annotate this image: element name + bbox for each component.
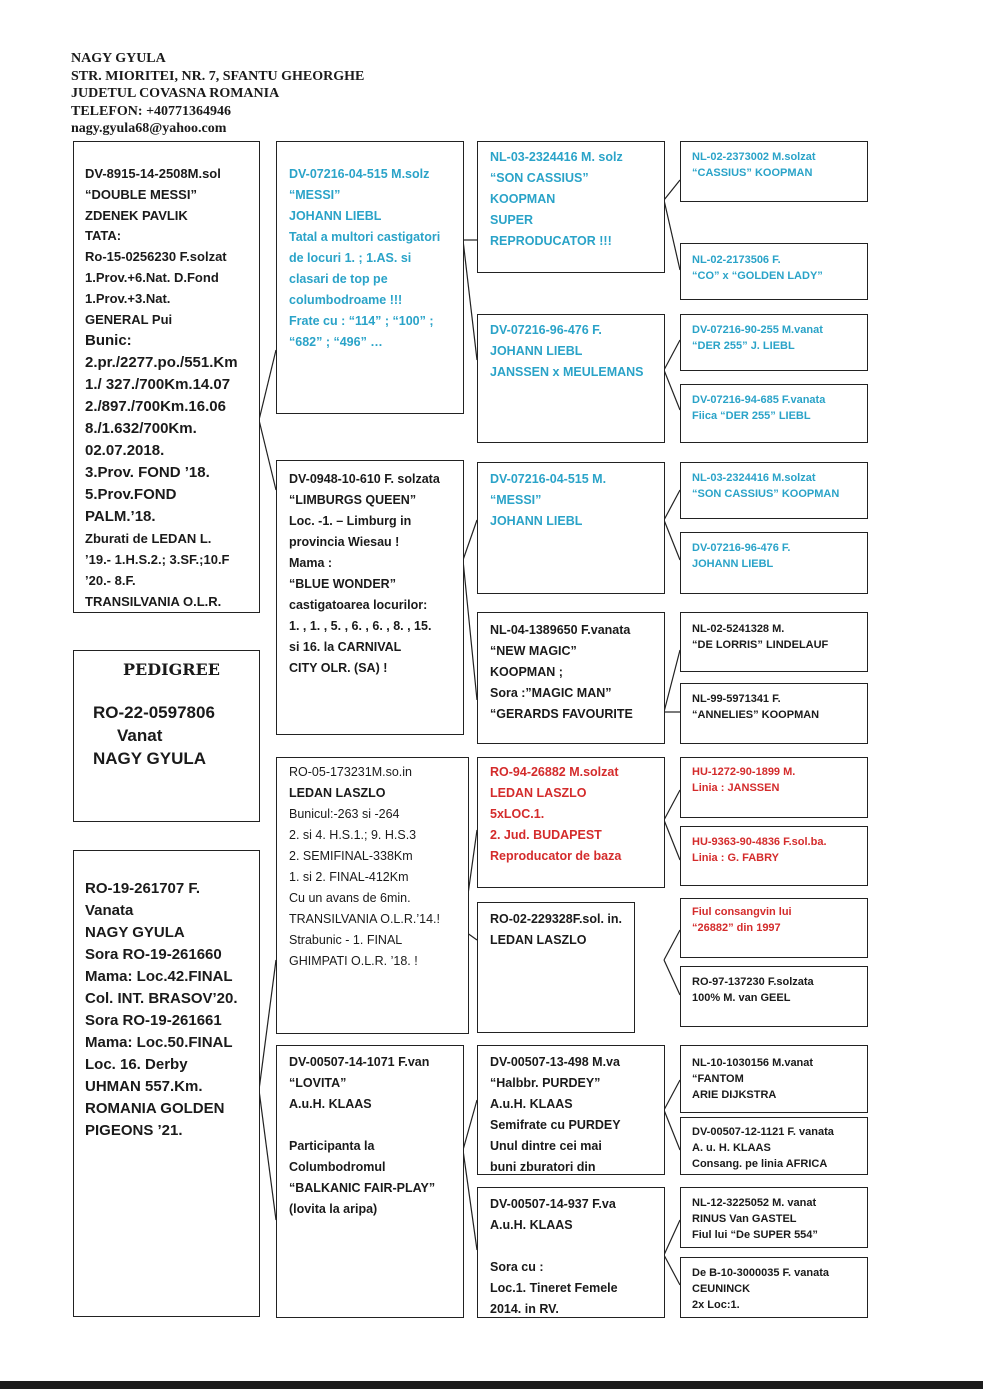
gen3-line: DV-07216-96-476 F.	[490, 323, 602, 337]
gen2-line: de locuri 1. ; 1.AS. si	[289, 251, 412, 265]
gen4-line: Fiica “DER 255” LIEBL	[692, 410, 811, 422]
gen2-line: A.u.H. KLAAS	[289, 1097, 372, 1111]
sire-line: GENERAL Pui	[85, 311, 173, 327]
dam-line: Vanata	[85, 902, 134, 919]
gen3-line: Sora :”MAGIC MAN”	[490, 686, 612, 700]
gen3-line: 5xLOC.1.	[490, 807, 545, 821]
gen4-line: “DER 255” J. LIEBL	[692, 340, 795, 352]
gen4-text-16	[692, 1265, 829, 1313]
gen3-text-2	[490, 320, 644, 383]
gen3-line: A.u.H. KLAAS	[490, 1218, 573, 1232]
gen4-line: NL-02-5241328 M.	[692, 623, 785, 635]
gen2-line: DV-07216-04-515 M.solz	[289, 167, 430, 181]
gen3-line: DV-00507-14-937 F.va	[490, 1197, 616, 1211]
gen2-line: 2. si 4. H.S.1.; 9. H.S.3	[289, 828, 417, 842]
gen2-line: Mama :	[289, 556, 333, 570]
gen2-line: provincia Wiesau !	[289, 535, 400, 549]
gen3-line: “MESSI”	[490, 493, 542, 507]
gen4-line: 2x Loc:1.	[692, 1299, 740, 1311]
dam-line: Loc. 16. Derby	[85, 1056, 188, 1073]
pedigree-sex: Vanat	[117, 726, 163, 745]
sire-line: 2.pr./2277.po./551.Km	[85, 354, 238, 372]
gen4-line: RINUS Van GASTEL	[692, 1213, 797, 1225]
gen4-line: “DE LORRIS” LINDELAUF	[692, 639, 829, 651]
gen2-line: castigatoarea locurilor:	[289, 598, 428, 612]
gen2-line: Cu un avans de 6min.	[289, 891, 411, 905]
gen3-line: Semifrate cu PURDEY	[490, 1118, 621, 1132]
sire-text	[85, 164, 238, 612]
gen2-line: Tatal a multori castigatori	[289, 230, 441, 244]
gen3-line: REPRODUCATOR !!!	[490, 234, 612, 248]
sire-line: Bunic:	[85, 332, 132, 350]
gen2-line: “BLUE WONDER”	[289, 577, 396, 591]
gen2-text-4	[289, 1052, 435, 1220]
sire-line: Ro-15-0256230 F.solzat	[85, 249, 227, 265]
gen3-text-1	[490, 147, 623, 252]
gen2-line: clasari de top pe	[289, 272, 388, 286]
sire-line: Zburati de LEDAN L.	[85, 531, 212, 547]
gen4-text-15	[692, 1195, 818, 1243]
owner-phone: TELEFON: +40771364946	[71, 103, 232, 119]
gen3-line: “Halbbr. PURDEY”	[490, 1076, 601, 1090]
sire-line: TATA:	[85, 228, 122, 244]
gen3-line: DV-07216-04-515 M.	[490, 472, 607, 486]
gen3-line: JANSSEN x MEULEMANS	[490, 365, 644, 379]
gen2-line: “LIMBURGS QUEEN”	[289, 493, 417, 507]
gen2-line: 1. si 2. FINAL-412Km	[289, 870, 409, 884]
gen4-line: A. u. H. KLAAS	[692, 1142, 771, 1154]
sire-line: 02.07.2018.	[85, 442, 165, 460]
gen4-line: NL-02-2173506 F.	[692, 254, 781, 266]
gen2-line: 1. , 1. , 5. , 6. , 6. , 8. , 15.	[289, 619, 432, 633]
gen4-line: RO-97-137230 F.solzata	[692, 976, 814, 988]
gen4-text-4	[692, 392, 825, 424]
gen4-line: “ANNELIES” KOOPMAN	[692, 709, 820, 721]
gen4-text-12	[692, 974, 814, 1006]
gen2-line: CITY OLR. (SA) !	[289, 661, 388, 675]
gen3-line: LEDAN LASZLO	[490, 786, 587, 800]
dam-line: ROMANIA GOLDEN	[85, 1100, 225, 1117]
gen4-text-5	[692, 470, 839, 502]
gen3-text-6	[490, 909, 622, 951]
gen3-text-7	[490, 1052, 621, 1175]
sire-line: 1./ 327./700Km.14.07	[85, 376, 231, 394]
gen4-text-3	[692, 322, 823, 354]
dam-line: Mama: Loc.42.FINAL	[85, 968, 233, 985]
gen4-line: DV-00507-12-1121 F. vanata	[692, 1126, 834, 1138]
gen2-line: “682” ; “496” …	[289, 335, 383, 349]
gen2-line: “BALKANIC FAIR-PLAY”	[289, 1181, 436, 1195]
gen2-line: Strabunic - 1. FINAL	[289, 933, 403, 947]
bottom-border-bar	[0, 1381, 983, 1389]
gen3-line	[490, 1236, 618, 1257]
gen2-line: Participanta la	[289, 1139, 375, 1153]
gen2-text-3	[289, 762, 440, 972]
gen3-text-3	[490, 469, 606, 532]
gen3-line: JOHANN LIEBL	[490, 344, 583, 358]
owner-name: NAGY GYULA	[71, 51, 166, 66]
pedigree-ring-number: RO-22-0597806	[93, 703, 215, 722]
gen3-line: “GERARDS FAVOURITE	[490, 707, 633, 721]
gen2-line: 2. SEMIFINAL-338Km	[289, 849, 413, 863]
dam-line: UHMAN 557.Km.	[85, 1078, 203, 1095]
gen2-line: TRANSILVANIA O.L.R.’14.!	[289, 912, 440, 926]
gen3-line: “SON CASSIUS”	[490, 171, 589, 185]
gen3-line: RO-02-229328F.sol. in.	[490, 912, 623, 926]
gen4-line: Fiul lui “De SUPER 554”	[692, 1229, 818, 1241]
gen3-line: Reproducator de baza	[490, 849, 622, 863]
gen4-text-7	[692, 621, 828, 653]
gen3-line: SUPER	[490, 213, 534, 227]
sire-line: ZDENEK PAVLIK	[85, 207, 188, 223]
dam-line: Mama: Loc.50.FINAL	[85, 1034, 233, 1051]
gen2-line: RO-05-173231M.so.in	[289, 765, 412, 779]
sire-line: 8./1.632/700Km.	[85, 420, 197, 438]
gen4-line: “FANTOM	[692, 1073, 744, 1085]
dam-line: RO-19-261707 F.	[85, 880, 201, 897]
gen3-line: A.u.H. KLAAS	[490, 1097, 573, 1111]
owner-county: JUDETUL COVASNA ROMANIA	[71, 86, 280, 101]
sire-line: PALM.’18.	[85, 508, 156, 526]
gen2-line: (lovita la aripa)	[289, 1202, 378, 1216]
dam-line: Col. INT. BRASOV’20.	[85, 990, 238, 1007]
gen2-line: si 16. la CARNIVAL	[289, 640, 402, 654]
sire-line: 3.Prov. FOND ’18.	[85, 464, 210, 482]
gen4-text-10	[692, 834, 827, 866]
gen3-line: DV-00507-13-498 M.va	[490, 1055, 620, 1069]
gen4-line: DV-07216-94-685 F.vanata	[692, 394, 826, 406]
gen4-line: NL-12-3225052 M. vanat	[692, 1197, 817, 1209]
gen3-line: Loc.1. Tineret Femele	[490, 1281, 618, 1295]
sire-line: 1.Prov.+6.Nat. D.Fond	[85, 269, 219, 285]
gen3-text-4	[490, 620, 633, 725]
gen4-line: DV-07216-96-476 F.	[692, 542, 791, 554]
sire-line: ’19.- 1.H.S.2.; 3.SF.;10.F	[85, 552, 230, 568]
gen4-line: JOHANN LIEBL	[692, 558, 774, 570]
pedigree-ring	[93, 701, 215, 770]
gen2-line: “MESSI”	[289, 188, 341, 202]
gen4-text-6	[692, 540, 790, 572]
gen2-line: GHIMPATI O.L.R. ’18. !	[289, 954, 418, 968]
gen4-line: Consang. pe linia AFRICA	[692, 1158, 828, 1170]
gen4-text-11	[692, 904, 792, 936]
pedigree-title: PEDIGREE	[123, 660, 220, 679]
gen3-line: RO-94-26882 M.solzat	[490, 765, 619, 779]
gen2-line: JOHANN LIEBL	[289, 209, 382, 223]
gen3-line: “NEW MAGIC”	[490, 644, 577, 658]
sire-line: 2./897./700Km.16.06	[85, 398, 226, 416]
gen2-line: columbodroame !!!	[289, 293, 403, 307]
gen2-line: Columbodromul	[289, 1160, 386, 1174]
gen4-line: “26882” din 1997	[692, 922, 781, 934]
gen4-line: HU-1272-90-1899 M.	[692, 766, 796, 778]
gen2-line: “LOVITA”	[289, 1076, 347, 1090]
gen4-text-1	[692, 149, 816, 181]
gen4-line: De B-10-3000035 F. vanata	[692, 1267, 829, 1279]
gen3-line: KOOPMAN	[490, 192, 556, 206]
gen3-line: buni zburatori din	[490, 1160, 596, 1174]
gen3-line: Sora cu :	[490, 1260, 544, 1274]
sire-line: 1.Prov.+3.Nat.	[85, 290, 171, 306]
gen3-box-7	[477, 1045, 665, 1175]
gen2-text-2	[289, 469, 440, 679]
sire-line: DV-8915-14-2508M.sol	[85, 166, 221, 181]
dam-text	[85, 878, 238, 1142]
gen3-text-5	[490, 762, 621, 867]
sire-line: ’20.- 8.F.	[85, 573, 136, 589]
gen4-line: NL-02-2373002 M.solzat	[692, 151, 816, 163]
gen3-line: NL-03-2324416 M. solz	[490, 150, 623, 164]
dam-line: PIGEONS ’21.	[85, 1122, 183, 1139]
owner-email: nagy.gyula68@yahoo.com	[71, 121, 227, 136]
dam-line: Sora RO-19-261660	[85, 946, 222, 963]
gen2-line	[289, 1115, 435, 1136]
gen2-line: Bunicul:-263 si -264	[289, 807, 400, 821]
gen4-line: DV-07216-90-255 M.vanat	[692, 324, 823, 336]
sire-line: TRANSILVANIA O.L.R.	[85, 594, 222, 610]
gen4-line: “SON CASSIUS” KOOPMAN	[692, 488, 840, 500]
pedigree-breeder: NAGY GYULA	[93, 749, 207, 768]
gen4-line: HU-9363-90-4836 F.sol.ba.	[692, 836, 827, 848]
gen3-line: JOHANN LIEBL	[490, 514, 583, 528]
gen4-line: 100% M. van GEEL	[692, 992, 791, 1004]
dam-line: NAGY GYULA	[85, 924, 185, 941]
gen2-line: LEDAN LASZLO	[289, 786, 386, 800]
gen4-line: CEUNINCK	[692, 1283, 751, 1295]
gen3-line: 2. Jud. BUDAPEST	[490, 828, 602, 842]
owner-street: STR. MIORITEI, NR. 7, SFANTU GHEORGHE	[71, 68, 365, 84]
gen4-line: “CO” x “GOLDEN LADY”	[692, 270, 823, 282]
gen4-line: Fiul consangvin lui	[692, 906, 792, 918]
gen4-text-9	[692, 764, 795, 796]
sire-line: 5.Prov.FOND	[85, 486, 177, 504]
gen4-line: NL-03-2324416 M.solzat	[692, 472, 816, 484]
gen4-line: Linia : JANSSEN	[692, 782, 780, 794]
gen3-line: KOOPMAN ;	[490, 665, 563, 679]
gen4-line: ARIE DIJKSTRA	[692, 1089, 777, 1101]
gen4-line: “CASSIUS” KOOPMAN	[692, 167, 813, 179]
gen3-text-8	[490, 1194, 618, 1320]
gen3-line: NL-04-1389650 F.vanata	[490, 623, 631, 637]
gen2-line: DV-00507-14-1071 F.van	[289, 1055, 430, 1069]
dam-line: Sora RO-19-261661	[85, 1012, 222, 1029]
gen3-line: LEDAN LASZLO	[490, 933, 587, 947]
gen4-text-2	[692, 252, 823, 284]
gen2-line: Loc. -1. – Limburg in	[289, 514, 412, 528]
sire-line: “DOUBLE MESSI”	[85, 186, 197, 202]
gen4-line: NL-99-5971341 F.	[692, 693, 781, 705]
gen2-text-1	[289, 164, 440, 353]
gen4-text-14	[692, 1124, 834, 1172]
gen2-line: Frate cu : “114” ; “100” ;	[289, 314, 434, 328]
gen3-line: 2014. in RV.	[490, 1302, 559, 1316]
gen4-text-8	[692, 691, 819, 723]
gen3-line: Unul dintre cei mai	[490, 1139, 602, 1153]
gen2-line: DV-0948-10-610 F. solzata	[289, 472, 440, 486]
gen4-line: NL-10-1030156 M.vanat	[692, 1057, 814, 1069]
gen4-text-13	[692, 1055, 813, 1103]
gen4-line: Linia : G. FABRY	[692, 852, 779, 864]
